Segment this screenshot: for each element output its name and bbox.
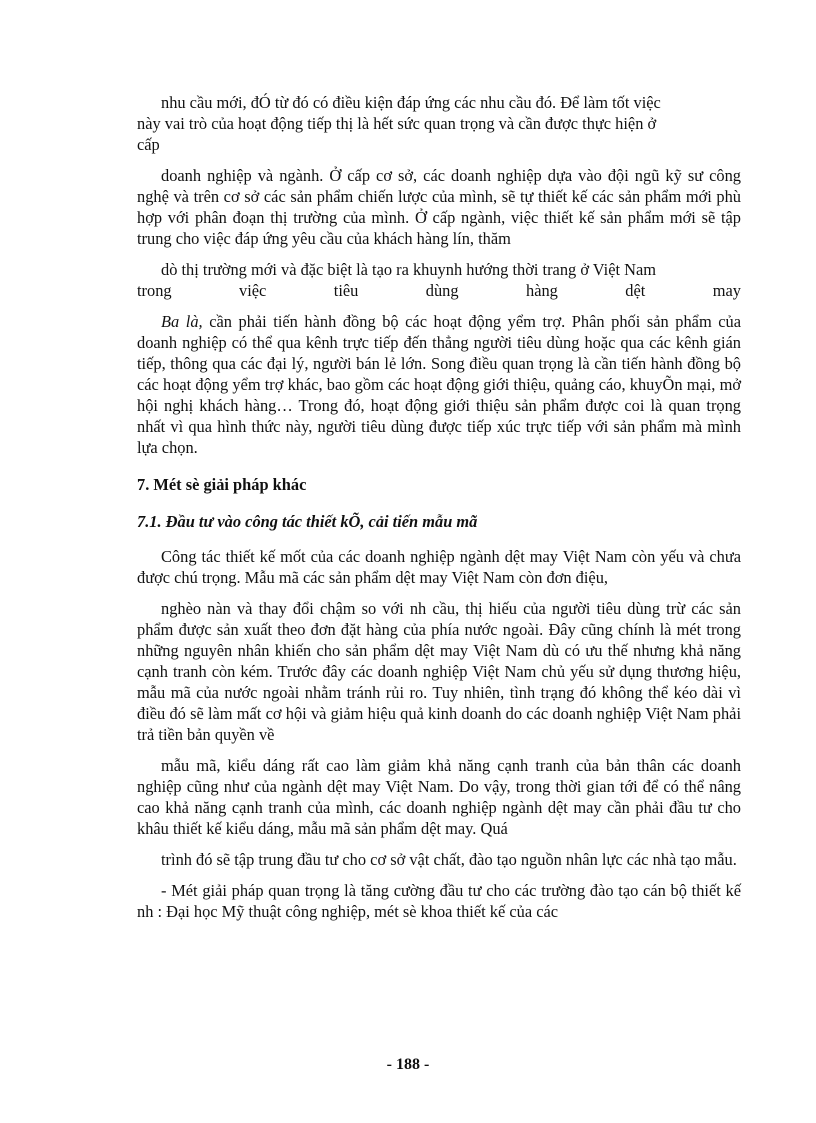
section-heading-7: 7. Mét sè giải pháp khác	[137, 475, 307, 494]
paragraph-4-lead: Ba là,	[161, 312, 203, 331]
paragraph-6: nghèo nàn và thay đổi chậm so với nh cầu, thị hiếu của người tiêu dùng trừ các sản phẩm được sản xuất theo đơn đặt hàng của phía nước ngoài. Đây cũng chính là mét trong những nguyên nhân khiến cho sản phẩm dệt may Việt Nam dù có ưu thế nhưng khả năng cạnh tranh còn kém. Trước đây các doanh nghiệp Việt Nam chủ yếu sử dụng thương hiệu, mẫu mã của nước ngoài nhằm tránh rủi ro. Tuy nhiên, tình trạng đó không thể kéo dài vì điều đó sẽ làm mất cơ hội và giảm hiệu quả kinh doanh do các doanh nghiệp Việt Nam phải trả tiền bản quyền về	[137, 599, 741, 744]
document-page	[137, 92, 741, 922]
paragraph-8: trình đó sẽ tập trung đầu tư cho cơ sở vật chất, đào tạo nguồn nhân lực các nhà tạo mẫu.	[161, 850, 737, 869]
page-number: - 188 -	[386, 1056, 430, 1073]
paragraph-1-line-1: nhu cầu mới, đÓ từ đó có điều kiện đáp ứng các nhu cầu đó. Để làm tốt việc	[161, 93, 661, 112]
paragraph-4	[137, 311, 741, 458]
paragraph-2: doanh nghiệp và ngành. Ở cấp cơ sở, các doanh nghiệp dựa vào đội ngũ kỹ sư công nghệ và trên cơ sở các sản phẩm chiến lược của mình, sẽ tự thiết kế các sản phẩm mới phù hợp với phân đoạn thị trường của mình. Ở cấp ngành, việc thiết kế sản phẩm mới sẽ tập trung cho việc đáp ứng yêu cầu của khách hàng lín, thăm	[137, 166, 741, 248]
paragraph-7: mẫu mã, kiểu dáng rất cao làm giảm khả năng cạnh tranh của bản thân các doanh nghiệp cũng như của ngành dệt may Việt Nam. Do vậy, trong thời gian tới để có thể nâng cao khả năng cạnh tranh của mình, các doanh nghiệp ngành dệt may cần phải đầu tư cho khâu thiết kế kiểu dáng, mẫu mã sản phẩm dệt may. Quá	[137, 756, 741, 838]
paragraph-3-line-2: trong việc tiêu dùng hàng dệt may	[137, 281, 741, 300]
paragraph-4-body: cần phải tiến hành đồng bộ các hoạt động yểm trợ. Phân phối sản phẩm của doanh nghiệp có thể qua kênh trực tiếp đến thẳng người tiêu dùng hoặc qua các kênh gián tiếp, thông qua các đại lý, người bán lẻ lớn. Song điều quan trọng là cần tiến hành đồng bộ các hoạt động yểm trợ khác, bao gồm các hoạt động giới thiệu, quảng cáo, khuyÕn mại, mở hội nghị khách hàng… Trong đó, hoạt động giới thiệu sản phẩm được coi là quan trọng nhất vì qua hình thức này, người tiêu dùng được tiếp xúc trực tiếp với sản phẩm mà mình lựa chọn.	[137, 312, 742, 457]
paragraph-1-line-2: này vai trò của hoạt động tiếp thị là hết sức quan trọng và cần được thực hiện ở	[137, 114, 657, 133]
paragraph-9: - Mét giải pháp quan trọng là tăng cường đầu tư cho các trường đào tạo cán bộ thiết kế nh : Đại học Mỹ thuật công nghiệp, mét sè khoa thiết kế của các	[137, 881, 741, 921]
paragraph-5: Công tác thiết kế mốt của các doanh nghiệp ngành dệt may Việt Nam còn yếu và chưa được chú trọng. Mẫu mã các sản phẩm dệt may Việt Nam còn đơn điệu,	[137, 547, 741, 587]
paragraph-3-line-1: dò thị trường mới và đặc biệt là tạo ra khuynh hướng thời trang ở Việt Nam	[161, 260, 656, 279]
section-heading-7-1: 7.1. Đầu tư vào công tác thiết kÕ, cải tiến mẫu mã	[137, 512, 478, 531]
paragraph-1-line-3: cấp	[137, 135, 160, 154]
